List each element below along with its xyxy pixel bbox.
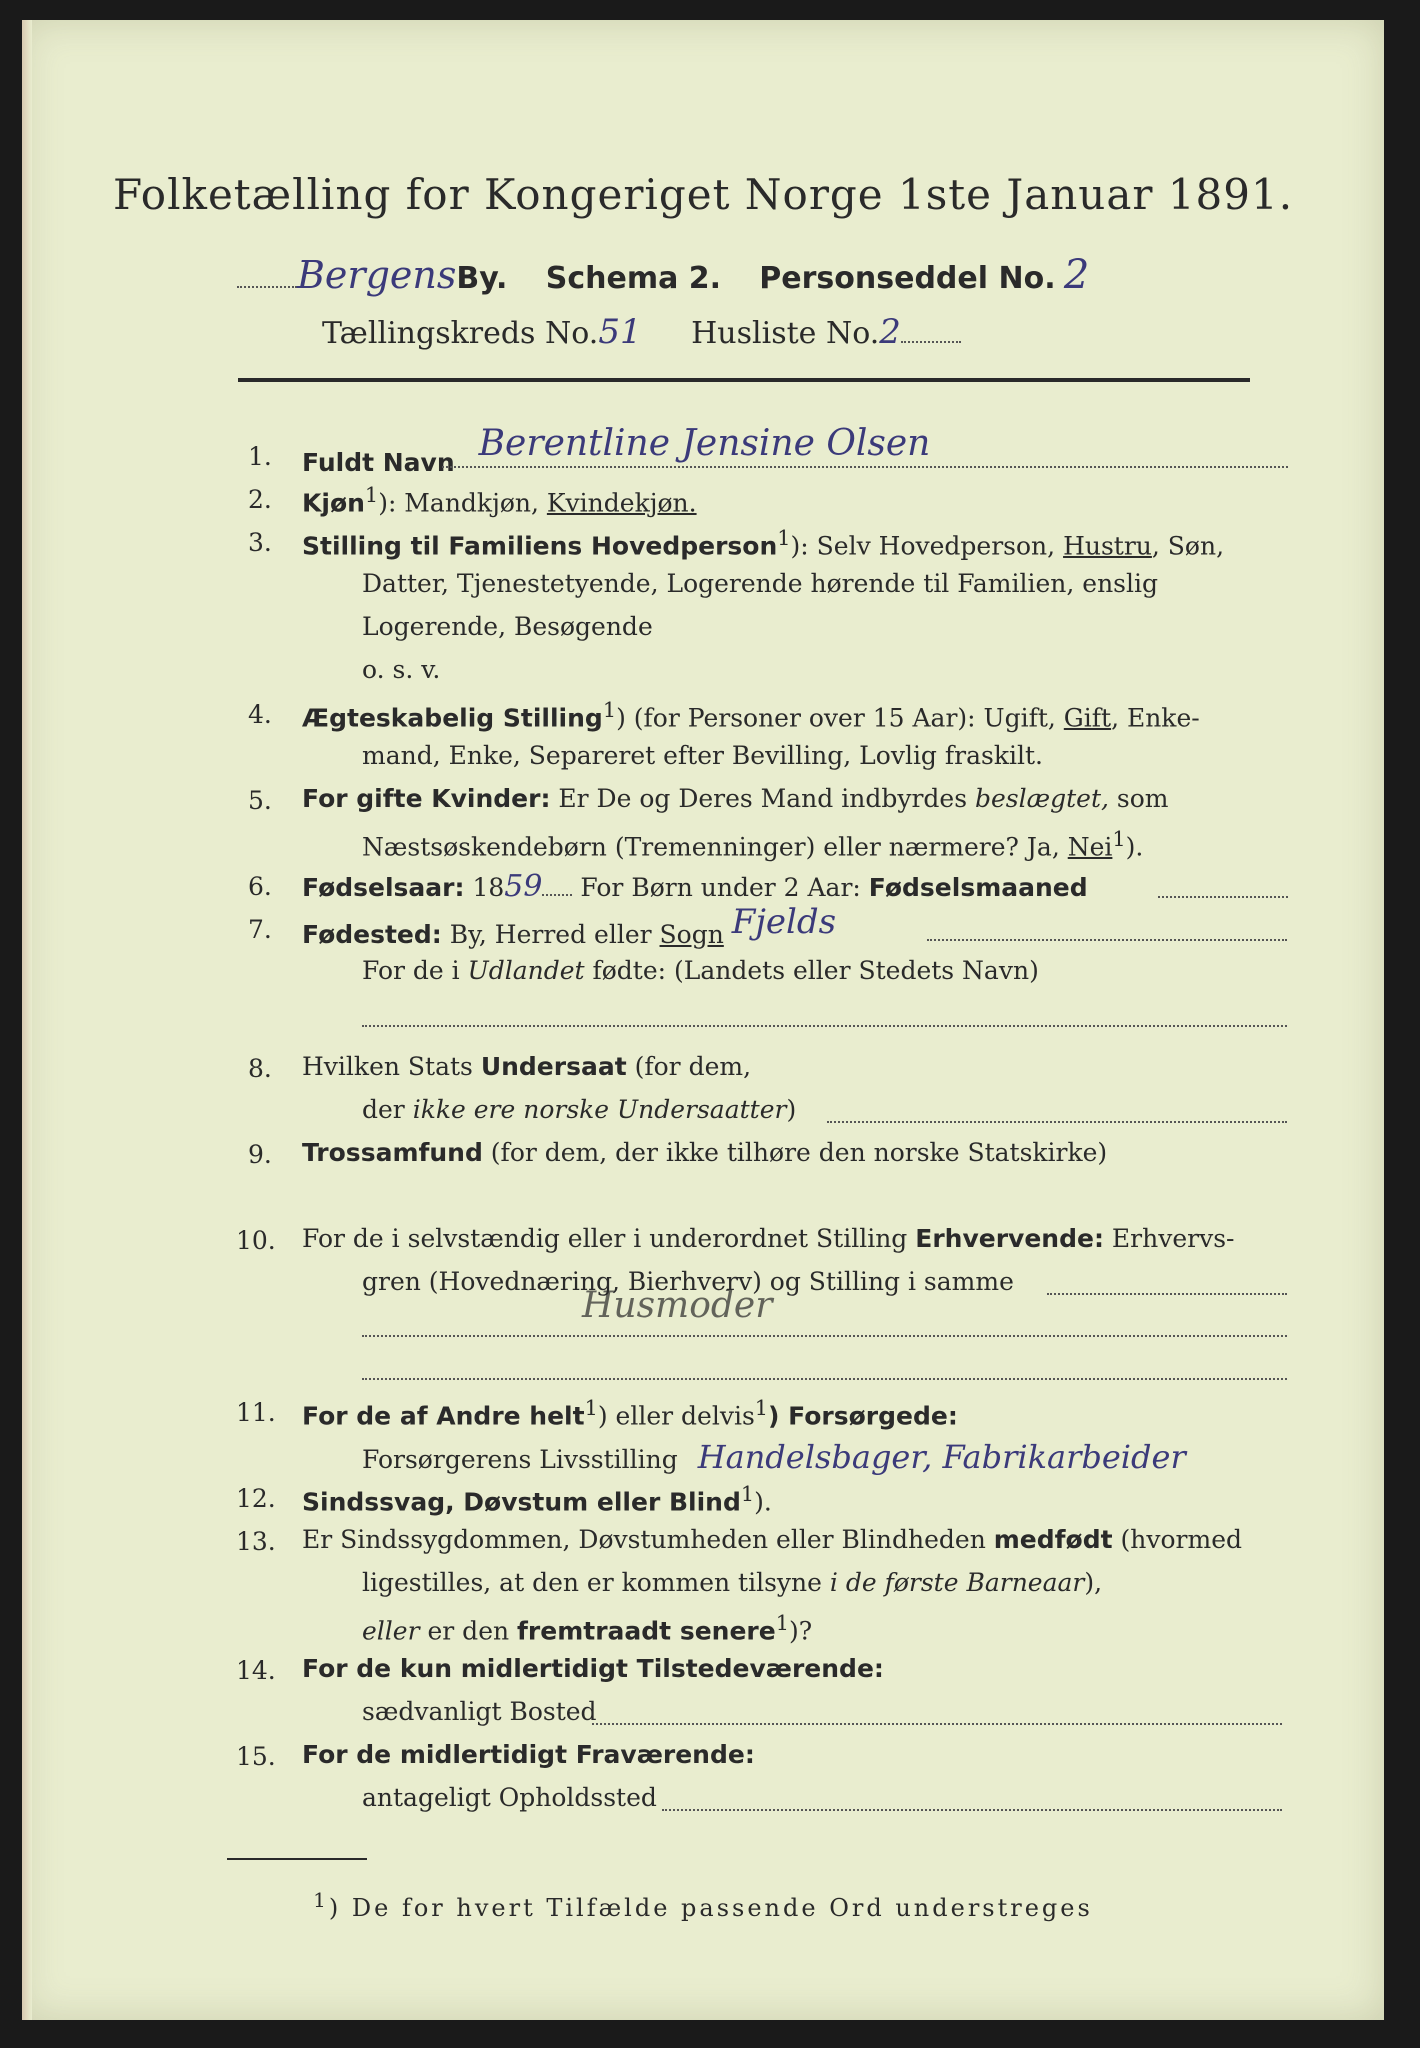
field-text: (for dem, der ikke tilhøre den norske Statskirke) <box>482 1138 1108 1167</box>
provider-occupation-value: Handelsbager, Fabrikarbeider <box>697 1438 1186 1476</box>
footnote-rule <box>227 1858 367 1860</box>
field-label: Fødested: <box>302 920 442 949</box>
field-gender <box>302 483 697 518</box>
paper-edge <box>22 20 32 2020</box>
field-text: eller <box>362 1616 420 1646</box>
field-text: fødte: (Landets eller Stedets Navn) <box>584 956 1039 985</box>
footnote-text: ) De for hvert Tilfælde passende Ord understreges <box>328 1894 1093 1922</box>
header-rule <box>238 378 1250 382</box>
husliste-number: 2 <box>879 312 901 352</box>
by-label: By. <box>456 261 508 296</box>
field-text: Forsørgerens Livsstilling <box>362 1445 678 1474</box>
field-number: 2. <box>248 485 272 514</box>
husliste-label: Husliste No. <box>691 316 880 351</box>
city-handwritten: Bergens <box>297 253 457 297</box>
field-label: For gifte Kvinder: <box>302 784 551 813</box>
field-text: i de første Barneaar <box>829 1568 1085 1597</box>
field-text: er den <box>419 1616 518 1646</box>
field-number: 15. <box>236 1742 276 1771</box>
field-text: Er Sindssygdommen, Døvstumheden eller Blindheden <box>302 1525 994 1554</box>
occupation-value: Husmoder <box>582 1285 773 1326</box>
field-label: Sindssvag, Døvstum eller Blind <box>302 1487 741 1517</box>
field-text: ). <box>754 1487 772 1517</box>
field-text: For de i selvstændig eller i underordnet Stilling <box>302 1224 916 1253</box>
field-temporary-present: For de kun midlertidigt Tilstedeværende: <box>302 1654 884 1683</box>
footnote-mark: 1 <box>777 526 791 550</box>
field-dependents <box>302 1396 958 1431</box>
field-label: Stilling til Familiens Hovedperson <box>302 531 778 561</box>
field-number: 4. <box>248 700 272 729</box>
footnote-mark: 1 <box>754 1396 769 1420</box>
field-citizenship-line2 <box>362 1097 796 1122</box>
underlined-choice: Gift <box>1063 703 1112 733</box>
field-text: Logerende, Besøgende <box>362 612 653 641</box>
field-text: , Enke- <box>1111 703 1200 733</box>
field-birthplace-line2 <box>362 958 1039 983</box>
field-marital-status <box>302 698 1200 733</box>
field-text: mand, Enke, Separeret efter Bevilling, Lovlig fraskilt. <box>362 741 1043 770</box>
footnote-mark: 1 <box>740 1482 755 1506</box>
field-birthplace <box>302 902 837 949</box>
field-text: 18 <box>464 873 505 902</box>
field-text: beslægtet, <box>975 784 1109 813</box>
field-text: der <box>362 1095 413 1124</box>
schema-label: Schema 2. <box>545 261 722 296</box>
personseddel-label: Personseddel No. <box>759 261 1056 296</box>
field-dependents-line2 <box>362 1438 1186 1476</box>
field-text: som <box>1108 784 1169 813</box>
header-line-city <box>237 252 1089 298</box>
field-number: 7. <box>248 915 272 944</box>
field-text: For de i <box>362 956 468 985</box>
kreds-number: 51 <box>598 312 642 352</box>
field-number: 6. <box>248 872 272 901</box>
field-label: Trossamfund <box>302 1138 483 1167</box>
field-congenital-line3 <box>362 1611 813 1646</box>
field-text: ) (for Personer over 15 Aar): Ugift, <box>616 703 1064 733</box>
census-form-sheet <box>22 20 1384 2020</box>
underlined-choice: Hustru <box>1063 531 1152 561</box>
field-congenital <box>302 1527 1242 1552</box>
field-number: 10. <box>236 1226 276 1255</box>
footnote-mark: 1 <box>602 698 617 722</box>
kreds-label: Tællingskreds No. <box>322 316 599 351</box>
field-text: ): Mandkjøn, <box>378 488 547 518</box>
field-number: 5. <box>248 786 272 815</box>
field-number: 12. <box>236 1484 276 1513</box>
field-number: 8. <box>248 1054 272 1083</box>
field-label: Fødselsaar: <box>302 873 465 902</box>
field-family-position <box>302 526 1225 561</box>
field-text: antageligt Opholdssted <box>362 1783 657 1812</box>
footnote-mark: 1 <box>313 1888 329 1912</box>
field-text: By, Herred eller <box>441 920 660 949</box>
field-text: , Søn, <box>1151 531 1225 561</box>
field-label: Fødselsmaaned <box>868 873 1088 902</box>
field-number: 1. <box>248 442 272 471</box>
field-text: (for dem, <box>626 1052 752 1081</box>
birth-year-value: 59 <box>504 869 543 904</box>
field-text: Hvilken Stats <box>302 1052 481 1081</box>
field-text: Erhvervs- <box>1103 1224 1235 1253</box>
field-citizenship <box>302 1054 751 1079</box>
footnote-mark: 1 <box>1112 827 1126 851</box>
field-text: Er De og Deres Mand indbyrdes <box>550 784 975 813</box>
field-married-women <box>302 786 1169 811</box>
field-label: Fuldt Navn <box>302 448 455 477</box>
field-text: ). <box>1125 832 1144 862</box>
footnote-mark: 1 <box>364 483 379 507</box>
field-text: ikke ere norske Undersaatter <box>412 1095 787 1124</box>
field-text: Udlandet <box>467 956 585 985</box>
field-text: gren (Hovednæring, Bierhverv) og Stilling i samme <box>362 1267 1014 1296</box>
field-label: Undersaat <box>480 1052 627 1081</box>
underlined-choice: Nei <box>1067 832 1113 862</box>
field-label: medfødt <box>993 1525 1113 1554</box>
field-text: o. s. v. <box>362 655 441 684</box>
field-number: 13. <box>236 1527 276 1556</box>
field-text: ligestilles, at den er kommen tilsyne <box>362 1568 830 1597</box>
field-number: 3. <box>248 528 272 557</box>
field-text: ) eller delvis <box>597 1401 755 1431</box>
field-text: Datter, Tjenestetyende, Logerende hørende til Familien, enslig <box>362 569 1159 598</box>
field-label: Ægteskabelig Stilling <box>302 703 603 733</box>
field-text: ) <box>786 1095 797 1124</box>
footnote-mark: 1 <box>775 1611 789 1635</box>
field-label: Erhvervende: <box>915 1224 1104 1253</box>
field-full-name <box>302 423 931 478</box>
underlined-choice: Kvindekjøn. <box>546 488 697 518</box>
field-disability <box>302 1482 772 1517</box>
field-label: ) Forsørgede: <box>768 1401 958 1431</box>
field-text: For Børn under 2 Aar: <box>572 873 869 902</box>
full-name-value: Berentline Jensine Olsen <box>478 423 931 464</box>
field-label: fremtraadt senere <box>517 1616 776 1646</box>
field-text: sædvanligt Bosted <box>362 1697 597 1726</box>
field-number: 14. <box>236 1656 276 1685</box>
footnote <box>22 1888 1384 1922</box>
field-text: )? <box>788 1616 813 1646</box>
header-line-kreds <box>322 312 961 352</box>
field-text: ): Selv Hovedperson, <box>790 531 1064 561</box>
field-birth-year <box>302 869 1088 904</box>
personseddel-number: 2 <box>1063 252 1090 298</box>
field-religion <box>302 1140 1107 1165</box>
field-text: Næstsøskendebørn (Tremenninger) eller nærmere? Ja, <box>362 832 1068 862</box>
form-title: Folketælling for Kongeriget Norge 1ste Januar 1891. <box>112 170 1294 219</box>
field-number: 11. <box>236 1398 276 1427</box>
field-occupation <box>302 1226 1234 1251</box>
birthplace-value: Fjelds <box>731 902 837 942</box>
field-temporary-absent: For de midlertidigt Fraværende: <box>302 1740 755 1769</box>
field-text: ), <box>1084 1568 1103 1597</box>
field-label: For de af Andre helt <box>302 1401 585 1431</box>
field-married-women-line2 <box>362 827 1144 862</box>
footnote-mark: 1 <box>584 1396 598 1420</box>
underlined-choice: Sogn <box>659 920 724 949</box>
field-number: 9. <box>248 1140 272 1169</box>
field-congenital-line2 <box>362 1570 1102 1595</box>
field-text: (hvormed <box>1112 1525 1242 1554</box>
field-label: Kjøn <box>302 488 365 518</box>
